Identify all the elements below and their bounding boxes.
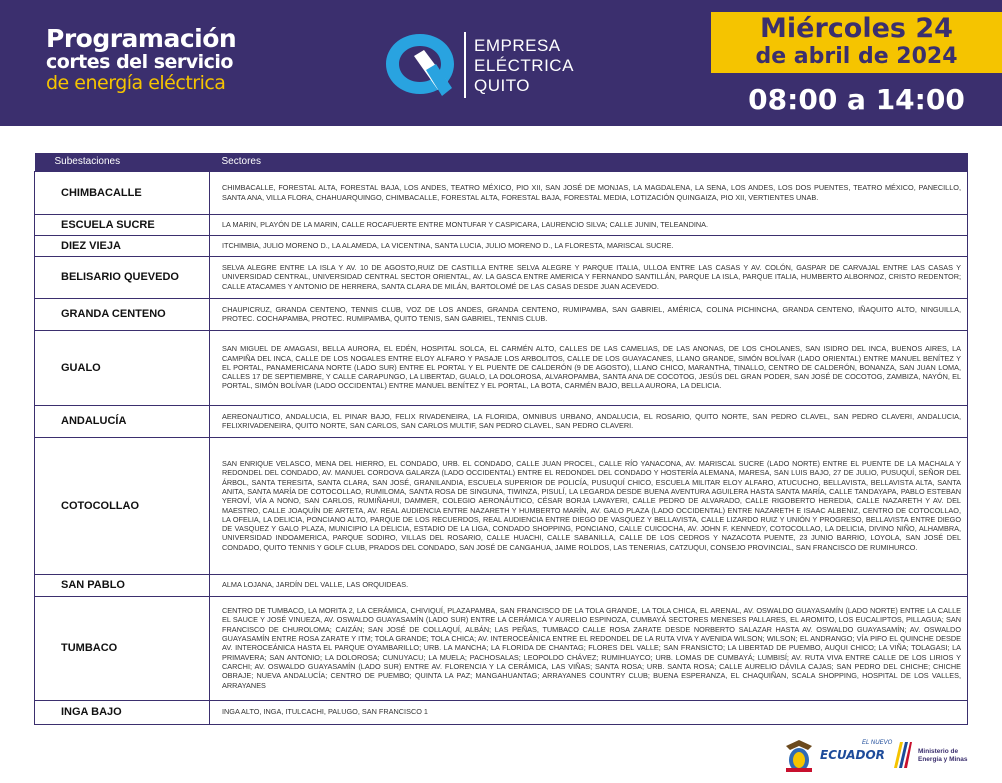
col-header-substation: Subestaciones xyxy=(35,153,210,171)
company-line-3: QUITO xyxy=(474,76,531,95)
table-row xyxy=(35,405,968,437)
table-row xyxy=(35,298,968,330)
header-title xyxy=(46,26,236,94)
sectors-cell: CHAUPICRUZ, GRANDA CENTENO, TENNIS CLUB, VOZ DE LOS ANDES, GRANDA CENTENO, RUMIPAMBA, SAN GABRIEL, AMÉRICA, COLINA PICHINCHA, GRANDA CENTENO, IÑAQUITO ALTO, NINGUILLA, PROTEC. COCHAPAMBA, PROTEC. RUMIPAMBA, QUITO TENIS, SAN GABRIEL, TENNIS CLUB. xyxy=(210,298,968,330)
sectors-cell: SELVA ALEGRE ENTRE LA ISLA Y AV. 10 DE AGOSTO,RUIZ DE CASTILLA ENTRE SELVA ALEGRE Y PARQUE ITALIA, ULLOA ENTRE LAS CASAS Y AV. COLÓN, GASPAR DE CARVAJAL ENTRE LAS CASAS Y UNIVERSIDAD CENTRAL, UNIVERSIDAD CENTRAL SECTOR ORIENTAL, AV. LA GASCA ENTRE AMERICA Y FERNANDO SANTILLÁN, PARQUE LA ISLA, PARQUE ITALIA, HUMBERTO ALBORNOZ, CRISTO REDENTOR; CALLE ATACAMES Y ANTONIO DE HERRERA, SANTA CLARA DE MILÁN, BARTOLOMÉ DE LAS CASAS DESDE JUAN ACEVEDO. xyxy=(210,256,968,298)
table-row xyxy=(35,235,968,256)
header-banner xyxy=(0,0,1002,126)
table-row xyxy=(35,700,968,724)
table-row xyxy=(35,596,968,700)
substation-cell: SAN PABLO xyxy=(35,574,210,596)
date-full: de abril de 2024 xyxy=(755,44,958,69)
table-row xyxy=(35,214,968,235)
date-weekday: Miércoles 24 xyxy=(760,13,953,44)
table-row xyxy=(35,256,968,298)
table-header-row xyxy=(35,153,968,171)
ministerio-line-2: Energía y Minas xyxy=(918,756,968,763)
sectors-cell: SAN MIGUEL DE AMAGASI, BELLA AURORA, EL EDÉN, HOSPITAL SOLCA, EL CARMÉN ALTO, CALLES DE LAS CAMELIAS, DE LAS ANONAS, DE LOS CHOLANES, SAN ISIDRO DEL INCA, BUENOS AIRES, LA CAMPIÑA DEL INCA, CALLE DE LOS NOGALES ENTRE ELOY ALFARO Y PASAJE LOS ARBOLITOS, CALLE DE LOS GUAYACANES, LLANO GRANDE, SIMÓN BOLÍVAR (LADO ORIENTAL) ENTRE MANUEL BENÍTEZ Y EL PORTAL, PANAMERICANA NORTE (LADO SUR) ENTRE EL PORTAL Y EL PUENTE DE CALDERÓN (9 DE AGOSTO), LLANO CHICO, MARANTHA, TINALLO, CENTRO DE CALDERÓN, BONANZA, SAN JUAN LOMA, CALLES 17 DE SEPTIEMBRE, Y CALLE CARAPUNGO, LA LIBERTAD, GUALO, LA DOLOROSA, ALVAROPAMBA, SANTA ANA DE COCOTOG, JESÚS DEL GRAN PODER, SAN JOSÉ DE COCOTOG, ZAMBIZA, NAYÓN, EL PORTAL, SIMÓN BOLÍVAR (LADO OCCIDENTAL) ENTRE MANUEL BENÍTEZ Y EL PORTAL, LA BOTA, CARMÉN BAJO, BELLA AURORA, LA DELICIA. xyxy=(210,330,968,405)
time-range: 08:00 a 14:00 xyxy=(748,83,965,116)
substation-cell: INGA BAJO xyxy=(35,700,210,724)
substation-cell: CHIMBACALLE xyxy=(35,171,210,214)
substation-cell: ANDALUCÍA xyxy=(35,405,210,437)
ministerio-line-1: Ministerio de xyxy=(918,748,959,755)
substation-cell: BELISARIO QUEVEDO xyxy=(35,256,210,298)
el-nuevo-label: EL NUEVO xyxy=(862,740,893,746)
ministerio-label xyxy=(918,748,968,764)
table-row xyxy=(35,437,968,574)
ecuador-wordmark: ECUADOR xyxy=(820,748,885,762)
logo-separator xyxy=(464,32,466,98)
sectors-cell: LA MARIN, PLAYÓN DE LA MARIN, CALLE ROCAFUERTE ENTRE MONTUFAR Y CASPICARA, LAURENCIO SILVA; CALLE JUNIN, TELEANDINA. xyxy=(210,214,968,235)
sectors-cell: ALMA LOJANA, JARDÍN DEL VALLE, LAS ORQUIDEAS. xyxy=(210,574,968,596)
table-row xyxy=(35,171,968,214)
sectors-cell: AEREONAUTICO, ANDALUCIA, EL PINAR BAJO, FELIX RIVADENEIRA, LA FLORIDA, OMNIBUS URBANO, ANDALUCIA, EL ROSARIO, QUITO NORTE, SAN PEDRO CLAVEL, SAN PEDRO CLAVERI, ANDALUCIA, FELIXRIVADENEIRA, QUITO NORTE, SAN CARLOS, SAN CARLOS MULTIF, SAN PEDRO CLAVEL, SAN PEDRO CLAVERI. xyxy=(210,405,968,437)
outage-table xyxy=(34,153,968,725)
ecuador-coat-of-arms-icon xyxy=(782,738,816,774)
eeq-logo-icon xyxy=(380,30,460,100)
substation-cell: GUALO xyxy=(35,330,210,405)
company-name xyxy=(474,36,574,96)
table-row xyxy=(35,574,968,596)
sectors-cell: CENTRO DE TUMBACO, LA MORITA 2, LA CERÁMICA, CHIVIQUÍ, PLAZAPAMBA, SAN FRANCISCO DE LA TOLA GRANDE, LA TOLA CHICA, EL ARENAL, AV. OSWALDO GUAYASAMÍN (LADO NORTE) ENTRE LA CALLE EL SAUCE Y JOSÉ VINUEZA, AV. OSWALDO GUAYASAMÍN (LADO SUR) ENTRE LA CERÁMICA Y AURELIO ESPINOZA, CUMBAYÁ SECTORES MENESES PALLARES, EL AROMITO, LOS EUCALIPTOS, PILLAGUA; SAN FRANCISCO DE CHUROLOMA; CAIZÁN; SAN JOSÉ DE COLLAQUÍ, ALBÁN; LAS PEÑAS, TUMBACO CALLE ROSA ZARATE DESDE NORBERTO SALAZAR HASTA AV. OSWALDO GUAYASAMÍN; AV. OSWALDO GUAYASAMÍN ENTRE ROSA ZARATE Y ITM; TOLA GRANDE; TOLA CHICA; AV. INTEROCEÁNICA ENTRE EL REDONDEL DE LA RUTA VIVA Y AVENIDA WILSON; WILSON; EL ANDRANGO; VÍA PIFO EL QUINCHE DESDE AV. INTEROCEÁNICA HASTA EL PARQUE OYAMBARILLO; URB. LA MANCHA; LA FLORIDA DE CHANTAG; FLORES DEL VALLE; SAN FRANSICTO; LA LIBERTAD DE PUEMBO, AUQUI CHICO; LA VIÑA; TOLAGASI; LA PRIMAVERA; SAN ANTONIO; LA DOLOROSA; CUNUYACU; LA MUELA; PACHOSALAS; LEOPOLDO CHÁVEZ; RUMIHUAYCO; URB. LOMAS DE CUMBAYÁ; LUMBISÍ; AV. RUTA VIVA ENTRE CALLE DE LOS LIRIOS Y CARCHI; AV. OSWALDO GUAYASAMÍN (LADO SUR) ENTRE AV. FLORENCIA Y LA CERÁMICA, LAS VIÑAS; SANTA ROSA; URB. SANTA ROSA; CALLE AURELIO DÁVILA CAJAS; SAN PEDRO DEL CHICHE; CHICHE OBRAJE; NUEVA ANDALUCÍA; CENTRO DE PUEMBO; QUINTA LA PAZ; MANGAHUANTAG; ARRAYANES COUNTRY CLUB; BUENA ESPERANZA, EL CHAQUIÑAN, SCALA SHOPPING, HOSPITAL DE LOS VALLES, ARRAYANES xyxy=(210,596,968,700)
date-box xyxy=(711,12,1002,73)
sectors-cell: SAN ENRIQUE VELASCO, MENA DEL HIERRO, EL CONDADO, URB. EL CONDADO, CALLE JUAN PROCEL, CALLE RÍO YANACONA, AV. MARISCAL SUCRE (LADO NORTE) ENTRE EL PUENTE DE LA MACHALA Y REDONDEL DEL CONDADO, AV. MANUEL CORDOVA GALARZA (LADO OCCIDENTAL) ENTRE EL REDONDEL DEL CONDADO Y HOSTERÍA ALEMANA, MARESA, SAN LUIS BAJO, 27 DE JULIO, PUSUQUÍ, SEÑOR DEL ÁRBOL, SANTA TERESITA, SANTA CLARA, SAN JOSÉ, GRANILANDIA, ESCUELA SUPERIOR DE POLICÍA, PUSUQUÍ CHICO, ESCUELA MILITAR ELOY ALFARO, ATUCUCHO, BELLAVISTA, BELLAVISTA ALTA, SANTA ANITA, SANTA MARÍA DE COTOCOLLAO, RUMILOMA, SANTA ROSA DE SINGUNA, TIWINZA, PISULÍ, LA LEGARDA DESDE BUENA AVENTURA AGUILERA HASTA SANTA MARÍA, CALLE TANDAYAPA, PABLO ESTEBAN YEROVÍ, VÍA A NONO, SAN CARLOS, RUMIÑAHUI, DAMMER, COLEGIO AERONÁUTICO, CÉSAR BORJA LAVAYERI, CALLE PEDRO DE ALVARADO, CALLE RIGOBERTO HEREDIA, CALLE NAZARETH Y AV. DEL MAESTRO, CALLE JOAQUÍN DE ARTETA, AV. REAL AUDIENCIA ENTRE NAZARETH Y HUMBERTO MARÍN, AV. GALO PLAZA (LADO OCCIDENTAL) ENTRE NAZARETH E ISAAC ALBENIZ, CENTRO DE COTOCOLLAO, LA OFELIA, LA DELICIA, PONCIANO ALTO, PARQUE DE LOS RECUERDOS, REAL AUDIENCIA ENTRE DIEGO DE VASQUEZ Y BELLAVISTA, CALLE LIZARDO RUIZ Y UNIÓN Y PROGRESO, BELLAVISTA ENTRE DIEGO DE VASQUEZ Y GALO PLAZA, MUNICIPIO LA DELICIA, ESTADIO DE LA LIGA, CONDADO SHOPPING, PONCIANO, CALLE CUICOCHA, AV. JOHN F. KENNEDY, COTOCOLLAO, LA DELICIA, DIVINO NIÑO, ALHAMBRA, UNIVERSIDAD INDOAMERICA, PARQUE SODIRO, VILLAS DEL ROSARIO, CALLE HUACHI, CALLE SABANILLA, CALLE DE LOS CEDROS Y NAZACOTA PUENTE, 23 JUNIO BARRIO, LOYOLA, SAN JOSÉ DEL CONDADO, QUITO TENNIS Y GOLF CLUB, PRADOS DEL CONDADO, SAN JOSÉ DE CANGAHUA, JAIME ROLDOS, LAS TENERIAS, CATZUQUI, CONSEJO PROVINCIAL, SAN FRANCISCO DE RUMIHURCO. xyxy=(210,437,968,574)
sectors-cell: CHIMBACALLE, FORESTAL ALTA, FORESTAL BAJA, LOS ANDES, TEATRO MÉXICO, PIO XII, SAN JOSÉ DE MONJAS, LA MAGDALENA, LA SENA, LOS ANDES, LOS DOS PUENTES, TEATRO MÉXICO, PANECILLO, SANTA ANA, VILLA FLORA, CHAHUARQUINGO, CHIMBACALLE, FORESTAL ALTA, FORESTAL BAJA, FORESTAL MEDIA, LOTIZACIÓN QUINGAIZA, PIO XII, VERTIENTES UNAB. xyxy=(210,171,968,214)
substation-cell: ESCUELA SUCRE xyxy=(35,214,210,235)
title-line-3: de energía eléctrica xyxy=(46,72,226,94)
sectors-cell: INGA ALTO, INGA, ITULCACHI, PALUGO, SAN FRANCISCO 1 xyxy=(210,700,968,724)
substation-cell: GRANDA CENTENO xyxy=(35,298,210,330)
company-line-1: EMPRESA xyxy=(474,36,561,55)
sectors-cell: ITCHIMBIA, JULIO MORENO D., LA ALAMEDA, LA VICENTINA, SANTA LUCIA, JULIO MORENO D., LA FLORESTA, MARISCAL SUCRE. xyxy=(210,235,968,256)
col-header-sectors: Sectores xyxy=(210,153,968,171)
substation-cell: COTOCOLLAO xyxy=(35,437,210,574)
flag-stripes-icon xyxy=(892,742,912,768)
title-line-2: cortes del servicio xyxy=(46,51,233,73)
table-row xyxy=(35,330,968,405)
company-line-2: ELÉCTRICA xyxy=(474,56,574,75)
substation-cell: TUMBACO xyxy=(35,596,210,700)
title-line-1: Programación xyxy=(46,24,237,53)
substation-cell: DIEZ VIEJA xyxy=(35,235,210,256)
